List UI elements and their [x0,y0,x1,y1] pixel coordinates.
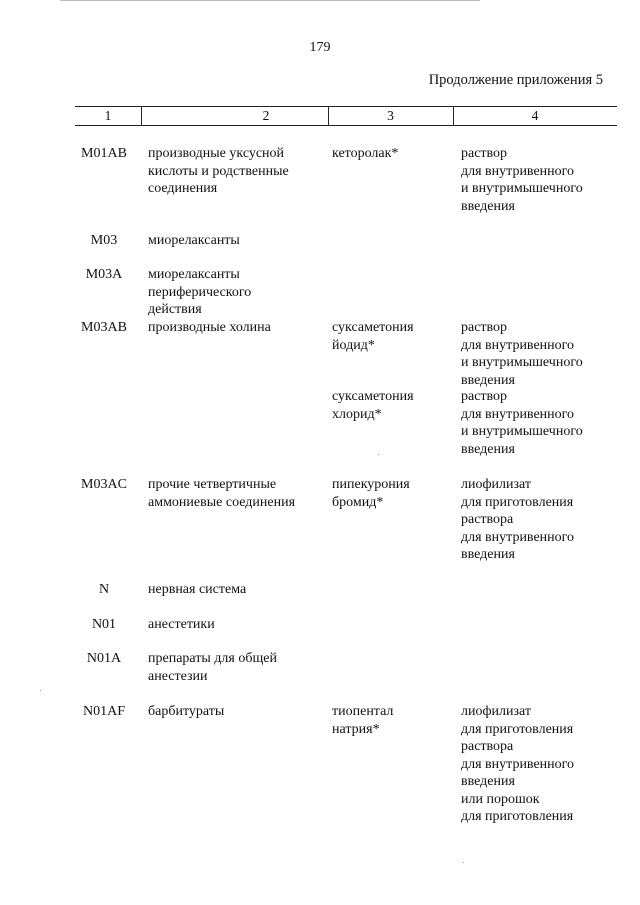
header-col-1: 1 [104,108,112,123]
top-rule [60,0,480,1]
header-col-4: 4 [531,108,539,123]
group-name: производные уксусной кислоты и родственные соединения [148,146,289,196]
continuation-label: Продолжение приложения 5 [428,72,603,88]
dosage-form: лиофилизат для приготовления раствора для внутривенного введения или порошок для приготовления [461,704,575,824]
atc-code: M01AB [81,146,127,161]
scan-speck [378,454,379,455]
atc-code: N01 [91,617,117,632]
dosage-form: лиофилизат для приготовления раствора для внутривенного введения [461,477,575,562]
group-name: анестетики [148,617,215,632]
medicine-name: суксаметония йодид* [332,320,414,353]
medicine-name: кеторолак* [332,146,399,161]
scan-speck [463,862,464,863]
group-name: миорелаксанты периферического действия [148,267,252,317]
group-name: препараты для общей анестезии [148,651,277,684]
scan-speck [40,690,41,691]
header-col-3: 3 [387,108,394,123]
group-name: барбитураты [148,704,225,719]
atc-code: N01AF [82,704,125,719]
medicine-name: пипекурония бромид* [332,477,410,510]
medicine-name: тиопентал натрия* [332,704,394,737]
group-name: миорелаксанты [148,233,240,248]
atc-code: M03 [90,233,118,248]
group-name: прочие четвертичные аммониевые соединения [148,477,296,510]
header-col-2: 2 [262,108,270,123]
atc-code: M03A [85,267,123,282]
atc-code: N01A [86,651,122,666]
table-header [75,106,617,126]
dosage-form: раствор для внутривенного и внутримышечного введения [461,320,583,388]
dosage-form: раствор для внутривенного и внутримышечного введения [461,389,583,457]
medicine-name: суксаметония хлорид* [332,389,414,422]
atc-code: M03AC [81,477,127,492]
dosage-form: раствор для внутривенного и внутримышечного введения [461,146,583,214]
page-number: 179 [309,40,331,55]
atc-code: M03AB [81,320,127,335]
atc-code: N [98,582,110,597]
group-name: производные холина [148,320,271,335]
group-name: нервная система [148,582,247,597]
